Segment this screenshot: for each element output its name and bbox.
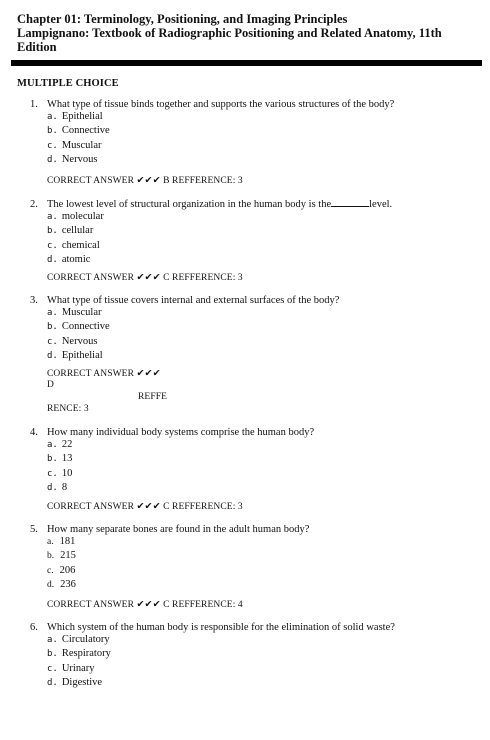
question-1 <box>30 99 480 168</box>
option-b: b. 215 <box>47 550 76 562</box>
option-d: d. 236 <box>47 579 76 591</box>
option-a: a. 181 <box>47 536 76 547</box>
question-text: The lowest level of structural organization in the human body is the <box>47 199 332 210</box>
answer-line: CORRECT ANSWER ✔✔✔ C REFFERENCE: 3 <box>47 273 243 283</box>
question-5 <box>30 524 480 593</box>
question-number: 3. <box>30 295 38 306</box>
book-edition: Edition <box>17 40 57 54</box>
question-text: What type of tissue binds together and supports the various structures of the body? <box>47 99 395 110</box>
option-b: b. Connective <box>47 125 110 137</box>
option-a: a. Muscular <box>47 307 102 318</box>
option-a: a. Circulatory <box>47 634 110 645</box>
question-text: Which system of the human body is responsible for the elimination of solid waste? <box>47 622 395 633</box>
option-c: c. Nervous <box>47 335 98 347</box>
answer-line: CORRECT ANSWER ✔✔✔ B REFFERENCE: 3 <box>47 176 243 186</box>
option-a: a. Epithelial <box>47 111 103 122</box>
answer-reference-fragment-2: RENCE: 3 <box>47 404 89 414</box>
option-a: a. molecular <box>47 211 104 222</box>
question-text: How many individual body systems comprise the human body? <box>47 427 315 438</box>
book-title: Lampignano: Textbook of Radiographic Positioning and Related Anatomy, 11th <box>17 26 442 40</box>
option-d: d. atomic <box>47 254 91 266</box>
question-6 <box>30 622 480 691</box>
chapter-title: Chapter 01: Terminology, Positioning, and Imaging Principles <box>17 12 348 26</box>
option-c: c. Muscular <box>47 139 102 151</box>
section-title: MULTIPLE CHOICE <box>17 78 119 89</box>
question-text-end: level. <box>369 199 393 210</box>
option-c: c. 206 <box>47 564 76 576</box>
option-d: d. 8 <box>47 482 68 494</box>
option-c: c. Urinary <box>47 662 95 674</box>
question-number: 4. <box>30 427 38 438</box>
answer-reference-fragment: REFFE <box>138 392 168 402</box>
option-c: c. chemical <box>47 239 100 251</box>
question-number: 1. <box>30 99 38 110</box>
question-4 <box>30 427 480 496</box>
question-text: How many separate bones are found in the adult human body? <box>47 524 310 535</box>
document-header <box>17 12 477 54</box>
answer-line: CORRECT ANSWER ✔✔✔ C REFFERENCE: 4 <box>47 600 243 610</box>
question-3 <box>30 295 480 364</box>
answer-letter: D <box>47 380 54 390</box>
option-b: b. Respiratory <box>47 648 111 660</box>
option-d: d. Digestive <box>47 677 103 689</box>
question-number: 2. <box>30 199 38 210</box>
option-b: b. 13 <box>47 453 73 465</box>
option-d: d. Nervous <box>47 154 98 166</box>
header-rule <box>11 60 482 66</box>
question-number: 6. <box>30 622 38 633</box>
option-b: b. cellular <box>47 225 94 237</box>
question-number: 5. <box>30 524 38 535</box>
question-2 <box>30 197 480 268</box>
option-d: d. Epithelial <box>47 350 103 362</box>
answer-blank <box>331 197 369 207</box>
answer-line: CORRECT ANSWER ✔✔✔ C REFFERENCE: 3 <box>47 502 243 512</box>
question-text: What type of tissue covers internal and external surfaces of the body? <box>47 295 340 306</box>
answer-line: CORRECT ANSWER ✔✔✔ <box>47 369 161 379</box>
option-a: a. 22 <box>47 439 73 450</box>
option-c: c. 10 <box>47 467 73 479</box>
option-b: b. Connective <box>47 321 110 333</box>
